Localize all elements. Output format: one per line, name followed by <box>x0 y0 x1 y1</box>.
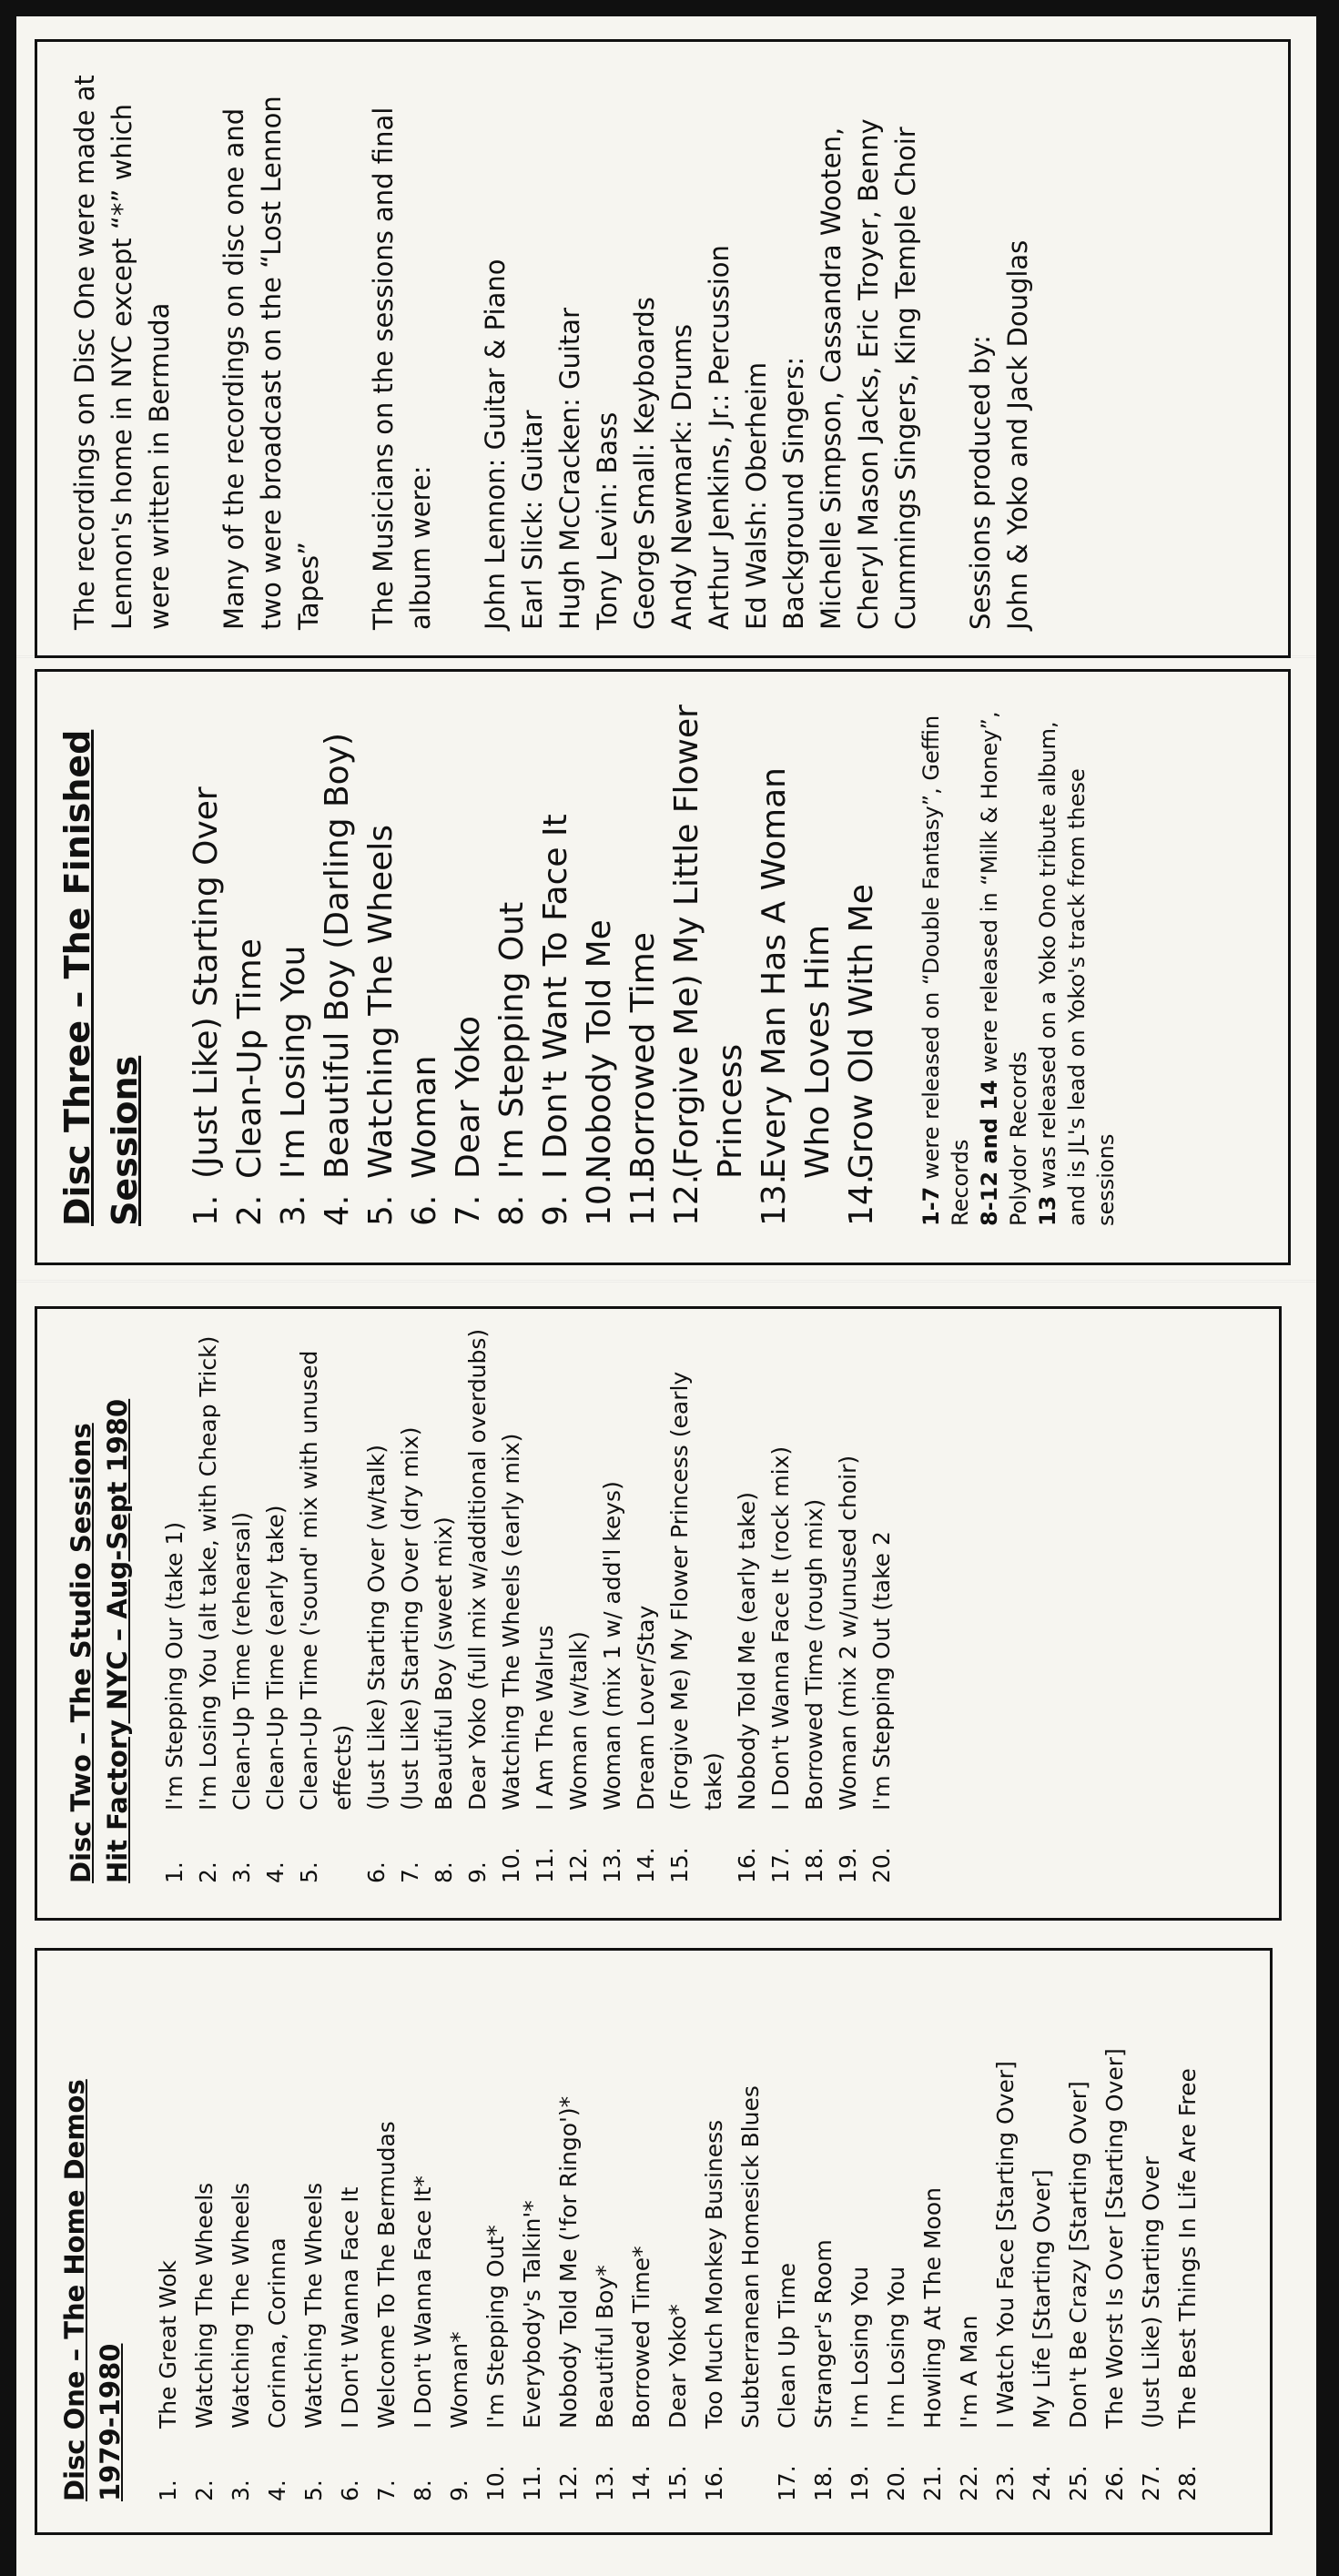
track-title: Clean-Up Time (early take) <box>262 1505 289 1810</box>
track-title: Dear Yoko (full mix w/additional overdubs) <box>464 1328 491 1810</box>
track-title: Watching The Wheels <box>362 824 400 1179</box>
track-title: I Don't Wanna Face It <box>337 2186 363 2429</box>
track-title: I'm Losing You <box>883 2266 909 2429</box>
track-title: Clean-Up Time <box>231 938 269 1179</box>
track-number: 9. <box>537 1194 574 1226</box>
track-title: Watching The Wheels <box>191 2182 218 2429</box>
track-title: Borrowed Time (rough mix) <box>801 1498 827 1810</box>
track-item <box>551 1963 587 2501</box>
producer-label: Sessions produced by: <box>965 335 996 630</box>
track-number: 2. <box>231 1194 269 1226</box>
track-item <box>696 1963 769 2501</box>
release-note-tracks: 1-7 <box>918 1186 944 1226</box>
track-number: 14. <box>633 1847 659 1883</box>
track-number: 1. <box>188 1194 225 1226</box>
track-title: Beautiful Boy* <box>592 2265 618 2429</box>
track-number: 4. <box>262 1861 289 1883</box>
musician-item: Hugh McCracken: Guitar <box>554 308 585 630</box>
track-title: Woman (mix 1 w/ add'l keys) <box>599 1481 625 1810</box>
track-title: I'm A Man <box>956 2315 982 2429</box>
track-title: The Best Things In Life Are Free <box>1174 2068 1201 2429</box>
track-title: Nobody Told Me (early take) <box>734 1491 760 1810</box>
track-title: Dream Lover/Stay <box>633 1605 659 1810</box>
track-number: 22. <box>956 2465 982 2501</box>
track-item <box>764 1322 797 1883</box>
track-item <box>150 1963 187 2501</box>
track-item <box>405 1963 441 2501</box>
disc-three-panel <box>35 669 1291 1265</box>
track-title: My Life [Starting Over] <box>1029 2169 1055 2429</box>
track-item <box>292 1322 360 1883</box>
track-title: Beautiful Boy (Darling Boy) <box>319 732 356 1179</box>
notes-panel <box>35 39 1291 658</box>
track-title: Corinna, Corinna <box>264 2237 290 2429</box>
track-number: 2. <box>195 1861 221 1883</box>
track-number: 7. <box>373 2480 400 2501</box>
track-title: Woman <box>406 1055 443 1179</box>
track-number: 13. <box>599 1847 625 1883</box>
track-item <box>494 1322 528 1883</box>
track-title: Stranger's Room <box>810 2239 837 2429</box>
release-note-text: were released in “Milk & Honey”, Polydor Records <box>977 711 1031 1226</box>
disc-one-content <box>37 1948 1273 2532</box>
track-number: 10. <box>498 1847 524 1883</box>
track-item <box>753 685 840 1226</box>
disc-one-panel <box>35 1948 1273 2535</box>
track-title: The Worst Is Over [Starting Over] <box>1101 2048 1128 2429</box>
track-title: (Just Like) Starting Over (w/talk) <box>363 1445 390 1810</box>
track-item <box>878 1963 915 2501</box>
disc-two-title <box>63 1322 136 1883</box>
track-title: (Just Like) Starting Over <box>188 786 225 1179</box>
track-number: 14. <box>843 1173 880 1226</box>
track-item <box>187 1963 223 2501</box>
track-title: Welcome To The Bermudas <box>373 2121 400 2429</box>
track-title: Borrowed Time* <box>628 2246 654 2429</box>
track-item <box>360 1322 393 1883</box>
track-number: 5. <box>300 2480 327 2501</box>
track-item <box>865 1322 898 1883</box>
track-number: 1. <box>161 1861 188 1883</box>
musicians-intro: The Musicians on the sessions and final album were: <box>368 106 436 630</box>
track-number: 5. <box>296 1861 322 1883</box>
track-item <box>223 1963 259 2501</box>
musician-item: Tony Levin: Bass <box>592 411 623 630</box>
track-number: 13. <box>592 2465 618 2501</box>
track-title: I'm Losing You <box>847 2266 873 2429</box>
track-item <box>806 1963 842 2501</box>
disc-two-tracklist <box>157 1322 898 1883</box>
track-item <box>624 1963 660 2501</box>
track-item <box>403 685 447 1226</box>
track-title: Howling At The Moon <box>919 2187 946 2429</box>
track-item <box>988 1963 1024 2501</box>
track-number: 26. <box>1101 2465 1128 2501</box>
track-item <box>587 1963 624 2501</box>
track-item <box>1170 1963 1206 2501</box>
disc-three-tracklist <box>185 685 884 1226</box>
track-number: 6. <box>406 1194 443 1226</box>
track-item <box>393 1322 427 1883</box>
track-number: 24. <box>1029 2465 1055 2501</box>
track-number: 19. <box>835 1847 861 1883</box>
fold-line <box>16 1280 1316 1283</box>
track-item <box>595 1322 629 1883</box>
broadcast-note: Many of the recordings on disc one and two were broadcast on the “Lost Lennon Tapes” <box>218 96 324 630</box>
track-number: 20. <box>883 2465 909 2501</box>
track-title: (Just Like) Starting Over <box>1138 2155 1164 2429</box>
track-title: I'm Stepping Out <box>493 901 531 1179</box>
track-title: (Forgive Me) My Little Flower Princess <box>668 705 749 1179</box>
track-number: 15. <box>664 2465 691 2501</box>
track-title: The Great Wok <box>155 2259 181 2429</box>
track-number: 25. <box>1065 2465 1091 2501</box>
disc-three-content <box>37 669 1291 1263</box>
musician-list <box>477 64 925 630</box>
release-note-tracks: 13 <box>1035 1195 1060 1226</box>
track-number: 10. <box>581 1173 618 1226</box>
track-item <box>665 685 753 1226</box>
track-item <box>427 1322 461 1883</box>
track-title: Watching The Wheels <box>228 2182 254 2429</box>
track-number: 17. <box>767 1847 794 1883</box>
disc-one-title <box>57 1963 128 2501</box>
track-title: I Don't Wanna Face It (rock mix) <box>767 1445 794 1810</box>
track-number: 12. <box>555 2465 582 2501</box>
track-item <box>185 685 228 1226</box>
track-item <box>622 685 665 1226</box>
track-item <box>951 1963 988 2501</box>
track-item <box>316 685 360 1226</box>
track-number: 18. <box>810 2465 837 2501</box>
track-number: 5. <box>362 1194 400 1226</box>
track-item <box>842 1963 878 2501</box>
title-line: Disc Three – The Finished <box>57 729 97 1226</box>
track-number: 15. <box>666 1847 693 1883</box>
track-item <box>272 685 316 1226</box>
release-note-text: were released on “Double Fantasy”, Geffin Records <box>918 715 973 1226</box>
track-number: 8. <box>410 2480 436 2501</box>
track-item <box>228 685 272 1226</box>
release-notes <box>917 685 1121 1226</box>
track-number: 6. <box>363 1861 390 1883</box>
track-title: Don't Be Crazy [Starting Over] <box>1065 2081 1091 2429</box>
track-title: Nobody Told Me ('for Ringo')* <box>555 2095 582 2429</box>
track-title: I'm Stepping Out (take 2 <box>868 1531 895 1810</box>
release-note-text: was released on a Yoko Ono tribute album, and is JL's lead on Yoko's track from these sessions <box>1035 721 1119 1226</box>
recording-note: The recordings on Disc One were made at Lennon's home in NYC except “*” which were written in Bermuda <box>69 75 175 630</box>
track-item <box>578 685 622 1226</box>
track-item <box>441 1963 478 2501</box>
disc-three-title <box>54 685 148 1226</box>
track-item <box>629 1322 663 1883</box>
track-title: Woman* <box>446 2331 472 2429</box>
track-title: Dear Yoko <box>450 1016 487 1179</box>
track-number: 3. <box>275 1194 312 1226</box>
track-number: 21. <box>919 2465 946 2501</box>
track-number: 12. <box>668 1173 705 1226</box>
track-number: 20. <box>868 1847 895 1883</box>
track-number: 3. <box>228 1861 255 1883</box>
track-item <box>1060 1963 1097 2501</box>
track-item <box>491 685 534 1226</box>
track-number: 8. <box>431 1861 457 1883</box>
release-note <box>917 685 975 1226</box>
track-title: Watching The Wheels <box>300 2182 327 2429</box>
track-number: 4. <box>319 1194 356 1226</box>
track-number: 27. <box>1138 2465 1164 2501</box>
track-title: Clean-Up Time (rehearsal) <box>228 1512 255 1810</box>
track-number: 9. <box>446 2480 472 2501</box>
track-item <box>797 1322 831 1883</box>
track-item <box>831 1322 865 1883</box>
track-title: (Forgive Me) My Flower Princess (early take) <box>666 1371 726 1810</box>
musician-item: Ed Walsh: Oberheim <box>741 361 772 630</box>
track-title: Watching The Wheels (early mix) <box>498 1433 524 1810</box>
musician-item: John Lennon: Guitar & Piano <box>480 259 511 630</box>
track-item <box>447 685 491 1226</box>
track-title: Beautiful Boy (sweet mix) <box>431 1516 457 1810</box>
disc-one-tracklist <box>150 1963 1206 2501</box>
title-line: Hit Factory NYC – Aug-Sept 1980 <box>102 1398 133 1883</box>
track-number: 16. <box>701 2465 727 2501</box>
track-number: 8. <box>493 1194 531 1226</box>
track-item <box>360 685 403 1226</box>
disc-two-panel <box>35 1306 1282 1921</box>
track-number: 11. <box>624 1173 662 1226</box>
track-title: Woman (mix 2 w/unused choir) <box>835 1455 861 1810</box>
musician-item: Background Singers: <box>778 356 809 630</box>
track-number: 11. <box>532 1847 558 1883</box>
track-number: 18. <box>801 1847 827 1883</box>
disc-two-content <box>37 1306 1282 1918</box>
track-item <box>1024 1963 1060 2501</box>
title-line: Disc One – The Home Demos <box>59 2079 90 2501</box>
track-number: 23. <box>992 2465 1019 2501</box>
track-number: 10. <box>482 2465 509 2501</box>
track-number: 9. <box>464 1861 491 1883</box>
musician-item: Michelle Simpson, Cassandra Wooten, Cheryl Mason Jacks, Eric Troyer, Benny Cummings Singers, King Temple Choir <box>816 118 921 630</box>
track-item <box>514 1963 551 2501</box>
track-number: 19. <box>847 2465 873 2501</box>
track-number: 13. <box>756 1173 793 1226</box>
title-line: Sessions <box>105 1055 145 1226</box>
track-title: Clean Up Time <box>774 2262 800 2429</box>
track-title: I Am The Walrus <box>532 1625 558 1810</box>
track-item <box>534 685 578 1226</box>
track-number: 4. <box>264 2480 290 2501</box>
track-number: 14. <box>628 2465 654 2501</box>
track-item <box>840 685 884 1226</box>
track-item <box>369 1963 405 2501</box>
track-item <box>296 1963 332 2501</box>
track-item <box>478 1963 514 2501</box>
track-item <box>769 1963 806 2501</box>
track-number: 7. <box>450 1194 487 1226</box>
track-item <box>191 1322 225 1883</box>
track-item <box>915 1963 951 2501</box>
track-number: 3. <box>228 2480 254 2501</box>
notes-content <box>37 39 1291 655</box>
track-item <box>157 1322 191 1883</box>
track-item <box>259 1963 296 2501</box>
track-number: 17. <box>774 2465 800 2501</box>
track-title: Dear Yoko* <box>664 2304 691 2429</box>
track-number: 1. <box>155 2480 181 2501</box>
track-title: Borrowed Time <box>624 932 662 1179</box>
track-title: (Just Like) Starting Over (dry mix) <box>397 1426 423 1810</box>
track-item <box>1133 1963 1170 2501</box>
release-note <box>1033 685 1121 1226</box>
track-item <box>528 1322 562 1883</box>
track-title: I'm Losing You (alt take, with Cheap Trick) <box>195 1335 221 1810</box>
release-note <box>975 685 1033 1226</box>
track-title: Nobody Told Me <box>581 919 618 1179</box>
title-line: 1979-1980 <box>95 2343 126 2501</box>
track-number: 16. <box>734 1847 760 1883</box>
release-note-tracks: 8-12 and 14 <box>977 1080 1002 1226</box>
musician-item: Earl Slick: Guitar <box>517 410 548 630</box>
track-item <box>663 1322 730 1883</box>
track-number: 6. <box>337 2480 363 2501</box>
track-title: Woman (w/talk) <box>565 1631 592 1810</box>
track-number: 2. <box>191 2480 218 2501</box>
track-item <box>1097 1963 1133 2501</box>
musician-item: Arthur Jenkins, Jr.: Percussion <box>704 245 735 630</box>
track-item <box>660 1963 696 2501</box>
track-item <box>562 1322 595 1883</box>
track-item <box>332 1963 369 2501</box>
producer-names: John & Yoko and Jack Douglas <box>1002 239 1033 630</box>
title-line: Disc Two – The Studio Sessions <box>66 1423 96 1883</box>
track-title: Too Much Monkey Business Subterranean Homesick Blues <box>701 2085 764 2429</box>
track-title: Grow Old With Me <box>843 884 880 1179</box>
track-title: I'm Stepping Out* <box>482 2225 509 2429</box>
track-number: 12. <box>565 1847 592 1883</box>
track-item <box>461 1322 494 1883</box>
track-title: I'm Losing You <box>275 945 312 1179</box>
track-number: 28. <box>1174 2465 1201 2501</box>
track-title: Every Man Has A Woman Who Loves Him <box>756 767 837 1179</box>
track-item <box>730 1322 764 1883</box>
track-title: Everybody's Talkin'* <box>519 2200 545 2429</box>
track-title: I Don't Want To Face It <box>537 814 574 1179</box>
musician-item: Andy Newmark: Drums <box>666 324 697 630</box>
track-number: 11. <box>519 2465 545 2501</box>
musician-item: George Small: Keyboards <box>629 297 660 630</box>
track-item <box>259 1322 292 1883</box>
track-title: I'm Stepping Our (take 1) <box>161 1521 188 1810</box>
track-item <box>225 1322 259 1883</box>
track-number: 7. <box>397 1861 423 1883</box>
track-title: I Don't Wanna Face It* <box>410 2175 436 2429</box>
track-title: Clean-Up Time ('sound' mix with unused effects) <box>296 1350 356 1810</box>
track-title: I Watch You Face [Starting Over] <box>992 2061 1019 2429</box>
